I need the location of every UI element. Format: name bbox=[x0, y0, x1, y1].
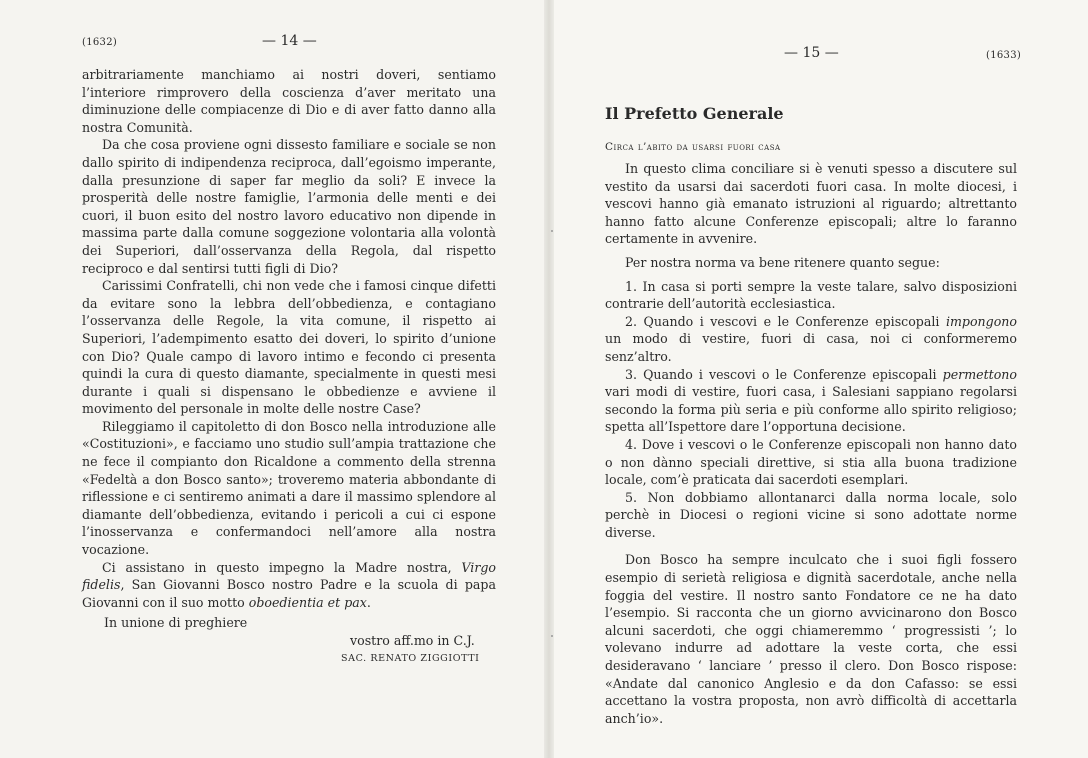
right-page-code: (1633) bbox=[986, 50, 1022, 61]
text-run: , San Giovanni Bosco nostro Padre e la scuola di papa Giovanni con il suo motto bbox=[82, 577, 496, 610]
closing-line: In unione di preghiere bbox=[104, 615, 248, 630]
section-title: Il Prefetto Generale bbox=[605, 104, 784, 123]
text-run: 3. Quando i vescovi o le Conferenze episcopali bbox=[625, 366, 943, 382]
signature: SAC. RENATO ZIGGIOTTI bbox=[341, 653, 480, 664]
paragraph: arbitrariamente manchiamo ai nostri doveri, sentiamo l’interiore rimprovero della coscienza d’aver meritato una diminuzione delle compiacenze di Dio e di aver fatto danno alla nostra Comunità. bbox=[82, 67, 496, 135]
text-run: . bbox=[366, 594, 371, 610]
right-body-text bbox=[605, 160, 1017, 727]
list-item bbox=[605, 313, 1017, 366]
paragraph: Per nostra norma va bene ritenere quanto segue: bbox=[625, 254, 940, 270]
gutter-mark bbox=[551, 230, 553, 232]
italic-run: oboedientia et pax bbox=[248, 594, 367, 610]
paragraph-final bbox=[82, 559, 496, 612]
list-item: 4. Dove i vescovi o le Conferenze episcopali non hanno dato o non dànno speciali direttive, si stia alla buona tradizione locale, com’è praticata dai sacerdoti esemplari. bbox=[605, 436, 1017, 488]
list-item bbox=[605, 366, 1017, 436]
italic-run: Virgo fidelis bbox=[82, 559, 496, 593]
valediction: vostro aff.mo in C.J. bbox=[350, 633, 475, 648]
paragraph: Rileggiamo il capitoletto di don Bosco nella introduzione alle «Costituzioni», e facciamo uno studio sull’ampia trattazione che ne fece il compianto don Ricaldone a commento della strenna «Fedeltà a don Bosco santo»; troveremo materia abbondante di riflessione e ci sentiremo animati a dare il massimo splendore al diamante dell’obbedienza, evitando i pericoli a cui ci espone l’inosservanza e confermandoci nell’amore alla nostra vocazione. bbox=[82, 418, 496, 558]
text-run: Ci assistano in questo impegno la Madre nostra, bbox=[102, 559, 462, 575]
list-item: 1. In casa si porti sempre la veste talare, salvo disposizioni contrarie dell’autorità ecclesiastica. bbox=[605, 278, 1017, 312]
paragraph: Da che cosa proviene ogni dissesto familiare e sociale se non dallo spirito di indipendenza reciproca, dall’egoismo imperante, dalla presunzione di saper far meglio da soli? E invece la prosperità delle nostre famiglie, l’armonia delle menti e dei cuori, il buon esito del nostro lavoro educativo non dipende in massima parte dalla comune soggezione volontaria alla volontà dei Superiori, dall’osservanza della Regola, dal rispetto reciproco e dal sentirsi tutti figli di Dio? bbox=[82, 137, 496, 276]
right-page-number: — 15 — bbox=[784, 45, 839, 61]
left-page-code: (1632) bbox=[82, 37, 118, 48]
book-gutter bbox=[544, 0, 554, 758]
list-item: 5. Non dobbiamo allontanarci dalla norma locale, solo perchè in Diocesi o regioni vicine si sono adottate norme diverse. bbox=[605, 489, 1017, 540]
text-run: un modo di vestire, fuori di casa, noi ci conformeremo senz’altro. bbox=[605, 331, 1017, 364]
paragraph: Don Bosco ha sempre inculcato che i suoi figli fossero esempio di serietà religiosa e dignità sacerdotale, anche nella foggia del vestire. Il nostro santo Fondatore ce ne ha dato l’esempio. Si racconta che un giorno avvicinarono don Bosco alcuni sacerdoti, che oggi chiameremmo ‘ progressisti ’; lo volevano indurre ad adottare la veste corta, che essi desideravano ‘ lanciare ’ presso il clero. Don Bosco rispose: «Andate dal canonico Anglesio e da don Cafasso: se essi accettano la vostra proposta, non avrò difficoltà di accettarla anch’io». bbox=[605, 552, 1017, 726]
italic-run: impongono bbox=[945, 313, 1017, 329]
section-subtitle: Circa l’abito da usarsi fuori casa bbox=[605, 141, 781, 153]
text-run: 2. Quando i vescovi e le Conferenze episcopali bbox=[625, 313, 946, 329]
text-run: vari modi di vestire, fuori casa, i Salesiani sappiano regolarsi secondo la forma più seria e più conforme allo spirito religioso; spetta all’Ispettore dare l’opportuna decisione. bbox=[605, 384, 1017, 435]
gutter-mark bbox=[551, 635, 553, 637]
left-page-number: — 14 — bbox=[262, 33, 317, 49]
paragraph: In questo clima conciliare si è venuti spesso a discutere sul vestito da usarsi dai sacerdoti fuori casa. In molte diocesi, i vescovi hanno già emanato istruzioni al riguardo; altrettanto hanno fatto alcune Conferenze episcopali; altre lo faranno certamente in avvenire. bbox=[605, 161, 1017, 247]
left-body-text bbox=[82, 66, 496, 611]
paragraph: Carissimi Confratelli, chi non vede che i famosi cinque difetti da evitare sono la lebbra dell’obbedienza, e contagiano l’osservanza delle Regole, la vita comune, il rispetto ai Superiori, l’adempimento esatto dei doveri, lo spirito d’unione con Dio? Quale campo di lavoro intimo e fecondo ci presenta quindi la cura di questo diamante, specialmente in questi mesi durante i quali si dispensano le obbedienze e avviene il movimento del personale in molte delle nostre Case? bbox=[82, 278, 496, 417]
italic-run: permettono bbox=[942, 366, 1017, 382]
